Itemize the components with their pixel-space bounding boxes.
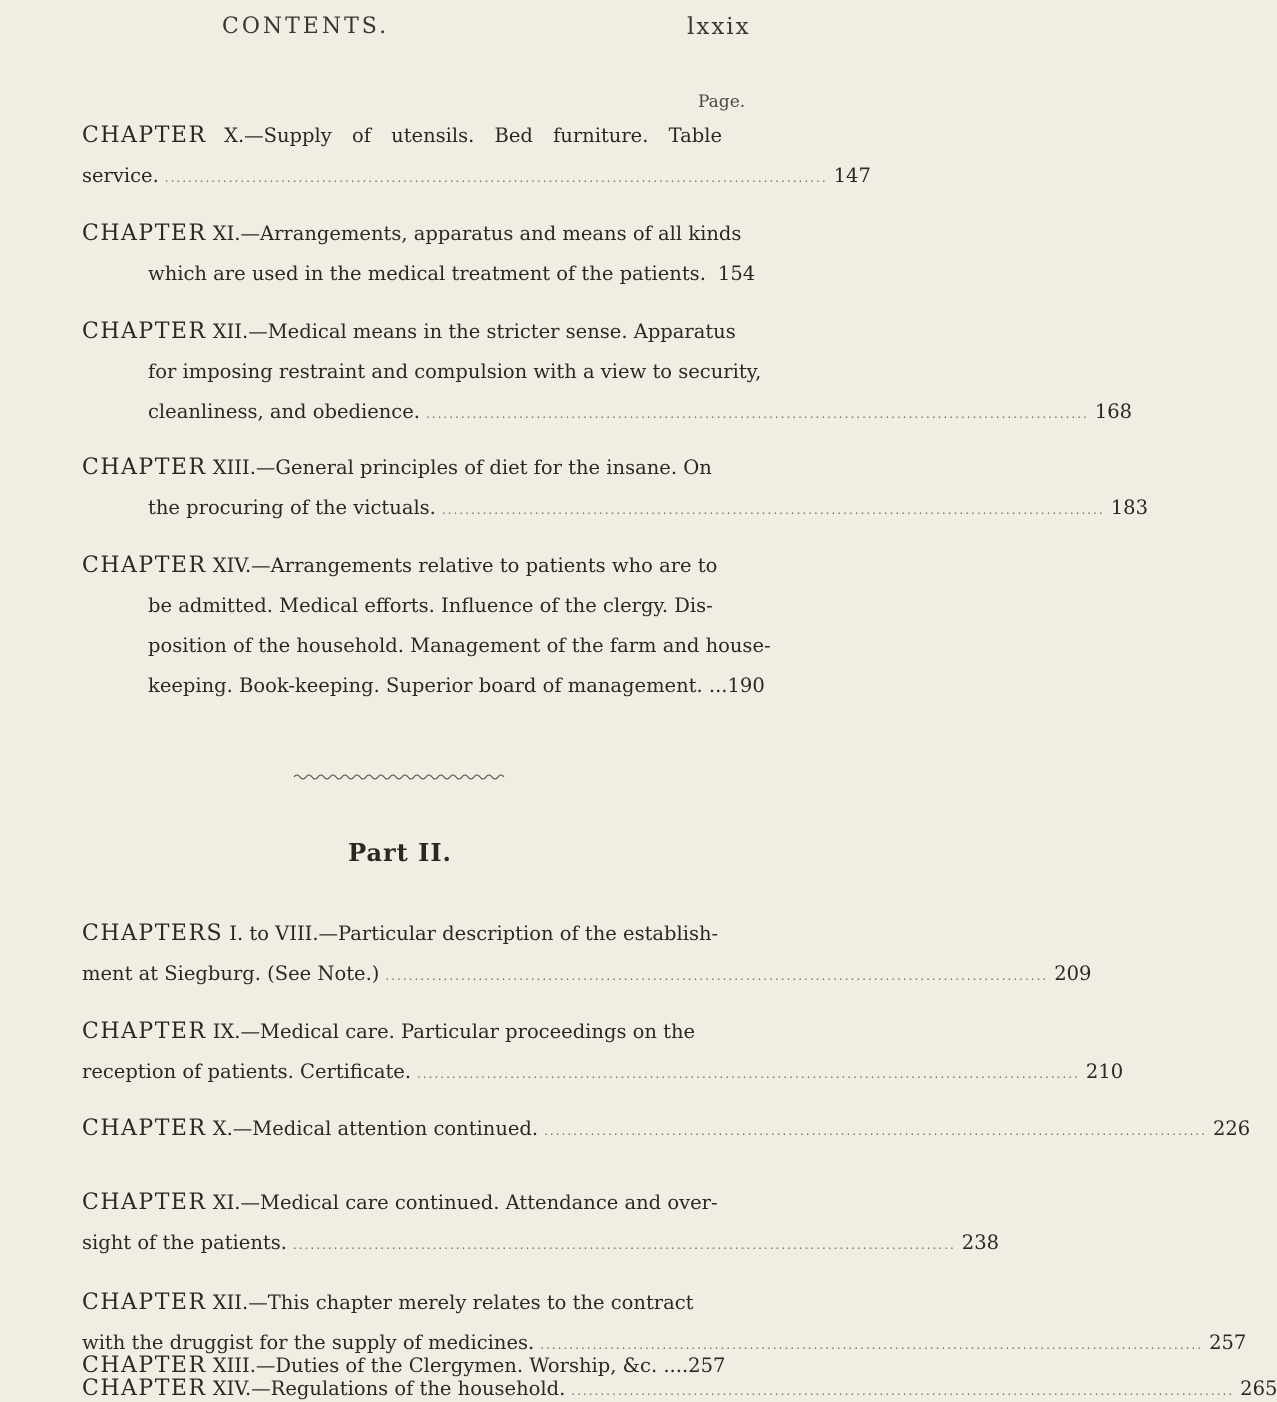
running-head-page-numeral: lxxix [687, 14, 751, 40]
entry-text: for imposing restraint and compulsion with a view to security, [148, 360, 762, 383]
toc-entry-line [82, 1109, 1251, 1149]
dot-leader: .................................................................................................................. [164, 171, 828, 185]
entry-text: XI.—Arrangements, apparatus and means of all kinds [212, 222, 742, 245]
chapter-word: CHAPTER [82, 553, 207, 578]
page-number: 168 [1094, 400, 1133, 423]
chapter-word: CHAPTER [82, 1019, 207, 1044]
toc-entry-line [82, 1283, 722, 1323]
page-number: 147 [833, 164, 871, 187]
toc-entry-line [82, 312, 736, 352]
entry-text: the procuring of the victuals. [148, 496, 436, 519]
dot-leader: .................................................................................................................. [385, 969, 1049, 983]
entry-text: XIII.—General principles of diet for the insane. On [212, 456, 712, 479]
entry-text: XIV.—Regulations of the household. [212, 1377, 566, 1400]
running-head [0, 14, 800, 54]
entry-text: ment at Siegburg. (See Note.) [82, 962, 380, 985]
entry-text: IX.—Medical care. Particular proceedings on the [212, 1020, 696, 1043]
chapter-word: CHAPTER [82, 1190, 207, 1215]
dot-leader: .................................................................................................................. [425, 407, 1089, 421]
toc-entry-line [82, 1052, 1124, 1092]
toc-entry-line [82, 352, 762, 392]
toc-entry-line [82, 488, 1148, 528]
toc-entry-line [82, 1012, 722, 1052]
entry-text: X.—Supply of utensils. Bed furniture. Table [224, 124, 722, 147]
entry-text: X.—Medical attention continued. [212, 1117, 539, 1140]
dot-leader: .................................................................................................................. [441, 503, 1105, 517]
entry-text: XIII.—Duties of the Clergymen. Worship, &c. .... [212, 1354, 689, 1377]
toc-entry-line [82, 156, 871, 196]
entry-text: keeping. Book-keeping. Superior board of management. ... [148, 674, 728, 697]
entry-text: cleanliness, and obedience. [148, 400, 420, 423]
page-number: 190 [727, 674, 765, 697]
toc-entry-line [82, 392, 1133, 432]
dot-leader: .................................................................................................................. [417, 1067, 1080, 1081]
page-number: 257 [1209, 1331, 1247, 1354]
toc-entry-line [82, 954, 1092, 994]
dot-leader: .................................................................................................................. [544, 1124, 1207, 1138]
dot-leader: .................................................................................................................. [540, 1338, 1204, 1352]
toc-entry-ch9 [82, 1012, 1124, 1092]
running-head-title: CONTENTS. [222, 14, 390, 39]
toc-entry-ch10-part2 [82, 1109, 1251, 1149]
entry-text: position of the household. Management of the farm and house- [148, 634, 771, 657]
chapter-word: CHAPTER [82, 123, 207, 148]
toc-entry-ch12 [82, 312, 1133, 432]
toc-entry-ch10 [82, 116, 871, 196]
toc-entry-line [82, 914, 722, 954]
entry-text: XII.—This chapter merely relates to the contract [212, 1291, 694, 1314]
entry-text: which are used in the medical treatment of the patients. [148, 262, 706, 285]
chapter-word: CHAPTER [82, 1116, 207, 1141]
entry-text: with the druggist for the supply of medicines. [82, 1331, 535, 1354]
entry-text: XI.—Medical care continued. Attendance and over- [212, 1191, 718, 1214]
page-number: 257 [688, 1354, 726, 1377]
toc-entry-line [82, 666, 765, 706]
toc-entry-line [82, 1223, 1000, 1263]
chapter-word: CHAPTER [82, 1353, 207, 1378]
chapter-word: CHAPTER [82, 319, 207, 344]
part-heading: Part II. [348, 838, 452, 867]
page-number: 209 [1054, 962, 1092, 985]
page-number: 238 [961, 1231, 1000, 1254]
dot-leader: .................................................................................................................. [571, 1384, 1235, 1398]
toc-entry-line [82, 1183, 722, 1223]
entry-text: I. to VIII.—Particular description of the establish- [229, 922, 719, 945]
page-number: 265 [1240, 1377, 1277, 1400]
page-number: 154 [717, 262, 756, 285]
page-number: 183 [1110, 496, 1148, 519]
toc-entry-line [82, 448, 722, 488]
dot-leader: .................................................................................................................. [292, 1238, 956, 1252]
entry-text: XIV.—Arrangements relative to patients who are to [212, 554, 718, 577]
toc-entry-line [82, 254, 756, 294]
toc-entry-line [82, 116, 722, 156]
entry-text: sight of the patients. [82, 1231, 287, 1254]
chapter-word: CHAPTER [82, 1290, 207, 1315]
chapter-word: CHAPTER [82, 221, 207, 246]
toc-entry-ch13 [82, 448, 1148, 528]
toc-entry-ch14 [82, 546, 771, 706]
toc-entry-ch14-part2 [82, 1376, 1277, 1401]
toc-entry-line [82, 626, 771, 666]
toc-entry-ch11-part2 [82, 1183, 1000, 1263]
toc-entry-line [82, 586, 722, 626]
entry-text: reception of patients. Certificate. [82, 1060, 412, 1083]
chapter-word: CHAPTER [82, 1376, 207, 1401]
toc-entry-ch1-8 [82, 914, 1092, 994]
toc-entry-ch11 [82, 214, 756, 294]
entry-text: be admitted. Medical efforts. Influence of the clergy. Dis- [148, 594, 713, 617]
toc-entry-line [82, 1376, 1277, 1401]
toc-entry-ch12-part2 [82, 1283, 1247, 1363]
page-number: 210 [1085, 1060, 1124, 1083]
page-number: 226 [1212, 1117, 1251, 1140]
chapter-word: CHAPTER [82, 455, 207, 480]
ornamental-rule [294, 773, 506, 781]
chapter-word: CHAPTERS [82, 921, 224, 946]
toc-entry-line [82, 546, 722, 586]
toc-entry-line [82, 1353, 726, 1378]
toc-entry-line [82, 214, 742, 254]
entry-text: XII.—Medical means in the stricter sense. Apparatus [212, 320, 736, 343]
entry-text: service. [82, 164, 159, 187]
page-column-label: Page. [698, 92, 746, 112]
